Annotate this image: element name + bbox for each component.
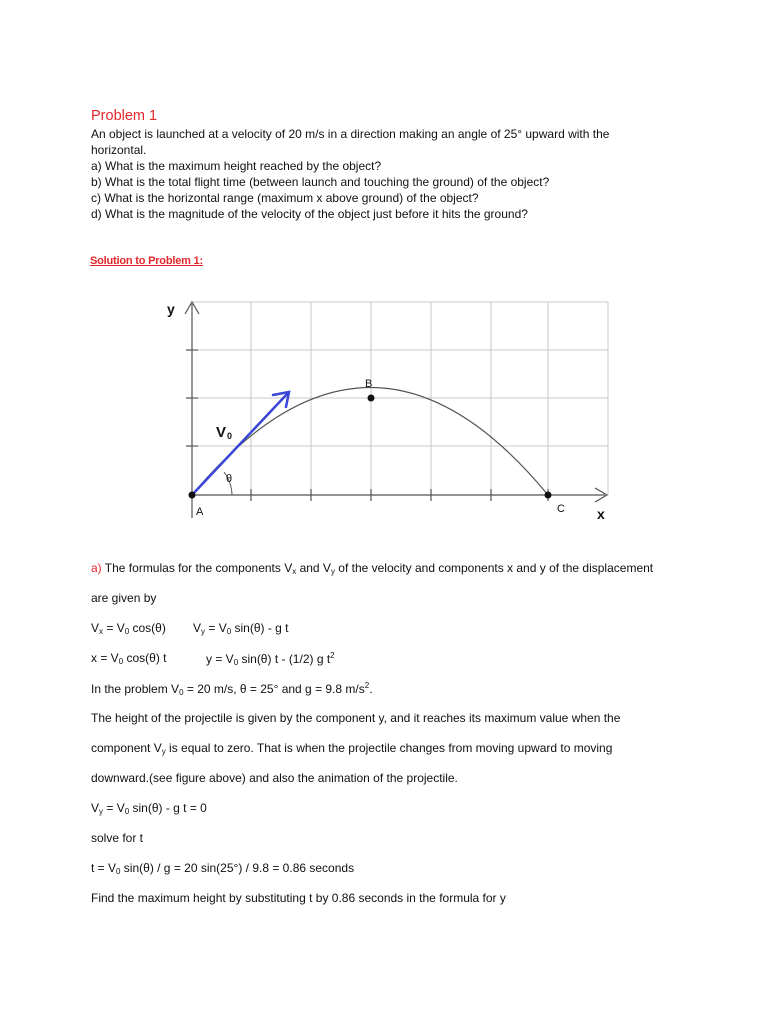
projectile-diagram — [150, 290, 620, 525]
part-a-line-2: are given by — [91, 591, 157, 605]
point-b-label: B — [365, 378, 373, 390]
theta-label: θ — [226, 473, 233, 485]
point-b-dot — [368, 395, 375, 402]
y-axis-label: y — [167, 301, 175, 317]
point-c-label: C — [557, 503, 565, 515]
time-result: $t = V_0$ sin(θ) / g = 20 sin(25°) / 9.8 = 0.86 seconds — [91, 861, 355, 876]
grid — [192, 302, 608, 495]
problem-statement-line-1: An object is launched at a velocity of 20 m/s in a direction making an angle of 25° upward with the — [91, 127, 610, 141]
given-values: In the problem $V_0 = 20$ m/s, θ = 25° and g = 9.8 $m/s^2$. — [91, 681, 373, 697]
axes — [185, 302, 607, 518]
point-c-dot — [545, 492, 552, 499]
formula-vy: $V_y = V_0$ sin(θ) - g t — [193, 621, 289, 636]
v0-label: V — [216, 424, 227, 441]
question-a: a) What is the maximum height reached by the object? — [91, 159, 382, 173]
question-b: b) What is the total flight time (between launch and touching the ground) of the object? — [91, 175, 550, 189]
equation-vy-zero: $V_y = V_0$ sin(θ) - g t = 0 — [91, 801, 207, 816]
solve-for-t: solve for t — [91, 831, 144, 845]
part-a-line-1: a) The formulas for the components $V_x$ and $V_y$ of the velocity and components x and y of the displacement — [91, 561, 654, 576]
part-a-marker: a) — [91, 561, 102, 575]
x-axis-label: x — [597, 506, 605, 522]
velocity-vector — [192, 392, 289, 495]
point-a-label: A — [196, 506, 204, 518]
formula-y: $y = V_0$ sin(θ) t - (1/2) g $t^2$ — [206, 651, 335, 667]
formula-x: $x = V_0$ cos(θ) t — [91, 651, 167, 666]
point-a-dot — [189, 492, 196, 499]
formula-vx: $V_x = V_0$ cos(θ) — [91, 621, 166, 636]
problem-statement-line-2: horizontal. — [91, 143, 147, 157]
height-explanation-line-3: downward.(see figure above) and also the animation of the projectile. — [91, 771, 458, 785]
height-explanation-line-1: The height of the projectile is given by the component y, and it reaches its maximum value when the — [91, 711, 621, 725]
question-c: c) What is the horizontal range (maximum x above ground) of the object? — [91, 191, 479, 205]
height-explanation-line-2: component $V_y$ is equal to zero. That is when the projectile changes from moving upward to moving — [91, 741, 613, 756]
v0-subscript: 0 — [227, 431, 233, 441]
problem-title: Problem 1 — [91, 108, 158, 124]
find-max-height: Find the maximum height by substituting t by 0.86 seconds in the formula for y — [91, 891, 506, 905]
question-d: d) What is the magnitude of the velocity of the object just before it hits the ground? — [91, 207, 528, 221]
trajectory-curve — [192, 388, 548, 496]
solution-heading: Solution to Problem 1: — [90, 255, 203, 267]
